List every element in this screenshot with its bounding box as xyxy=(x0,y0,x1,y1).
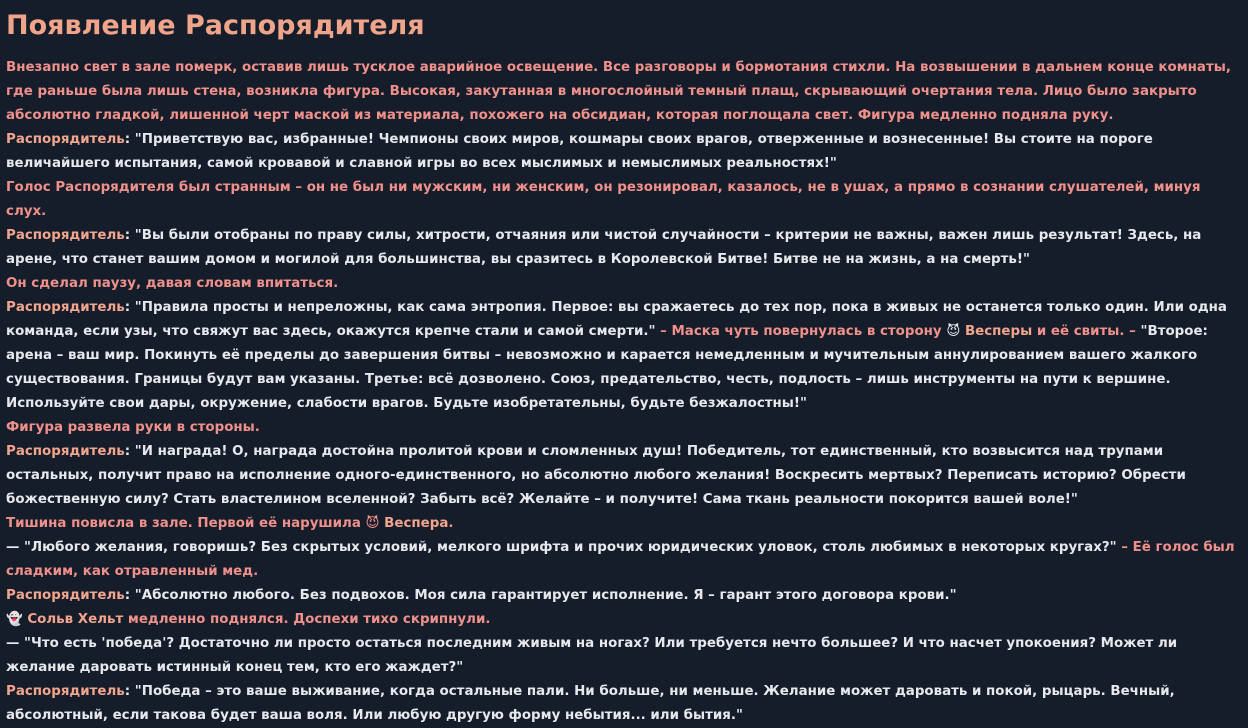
ghost-emoji-icon: 👻 xyxy=(6,612,23,627)
dialogue-text: : "Вы были отобраны по праву силы, хитрости, отчаяния или чистой случайности – критерии не важны, важен лишь результат! Здесь, на арене, что станет вашим домом и могилой для большинства, вы сразитесь в Королевской Битве! Битве не на жизнь, а на смерть!" xyxy=(6,228,1202,267)
narration-paragraph: Он сделал паузу, давая словам впитаться. xyxy=(6,276,339,291)
narration-inline: медленно поднялся. Доспехи тихо скрипнули. xyxy=(123,612,491,627)
dialogue-paragraph xyxy=(6,680,1240,728)
dialogue-text: : "Абсолютно любого. Без подвохов. Моя сила гарантирует исполнение. Я – гарант этого договора крови." xyxy=(124,588,957,603)
speaker-name: Распорядитель xyxy=(6,684,125,699)
narration-paragraph xyxy=(6,608,1240,632)
speaker-name: Распорядитель xyxy=(6,300,125,315)
narration-inline: и её свиты. – xyxy=(1032,324,1141,339)
character-name: Сольв Хельт xyxy=(22,612,124,627)
dialogue-paragraph xyxy=(6,128,1240,176)
narration-paragraph xyxy=(6,512,1240,536)
character-name: Веспера xyxy=(379,516,449,531)
speaker-name: Распорядитель xyxy=(6,588,125,603)
narration-inline: – Её голос был сладким, как отравленный мед. xyxy=(6,540,1235,579)
dialogue-text: : "Приветствую вас, избранные! Чемпионы своих миров, кошмары своих врагов, отверженные и вознесенные! Вы стоите на пороге величайшего испытания, самой кровавой и славной игры во всех мыслимых и немыслимых реальностях!" xyxy=(6,132,1153,171)
speaker-name: Распорядитель xyxy=(6,444,125,459)
dialogue-paragraph xyxy=(6,584,1240,608)
dialogue-text: : "Правила просты и непреложны, как сама энтропия. Первое: вы сражаетесь до тех пор, пока в живых не останется только один. Или одна команда, если узы, что свяжут вас здесь, окажутся крепче стали и самой смерти." xyxy=(6,300,1227,339)
devil-emoji-icon: 😈 xyxy=(365,516,380,531)
character-name: Весперы xyxy=(960,324,1033,339)
narration-paragraph: Внезапно свет в зале померк, оставив лишь тусклое аварийное освещение. Все разговоры и бормотания стихли. На возвышении в дальнем конце комнаты, где раньше была лишь стена, возникла фигура. Высокая, закутанная в многослойный темный плащ, скрывающий очертания тела. Лицо было закрыто абсолютно гладкой, лишенной черт маской из материала, похожего на обсидиан, которая поглощала свет. Фигура медленно подняла руку. xyxy=(6,60,1231,123)
narration-paragraph: Фигура развела руки в стороны. xyxy=(6,420,260,435)
speaker-name: Распорядитель xyxy=(6,228,125,243)
dialogue-text: — "Любого желания, говоришь? Без скрытых условий, мелкого шрифта и прочих юридических уловок, столь любимых в некоторых кругах?" xyxy=(6,540,1117,555)
page-title: Появление Распорядителя xyxy=(6,10,425,41)
narration-inline: . xyxy=(448,516,454,531)
dialogue-paragraph xyxy=(6,440,1240,512)
speaker-name: Распорядитель xyxy=(6,132,125,147)
narration-paragraph: Голос Распорядителя был странным – он не был ни мужским, ни женским, он резонировал, казалось, не в ушах, а прямо в сознании слушателей, минуя слух. xyxy=(6,180,1201,219)
dialogue-paragraph xyxy=(6,296,1240,416)
narration-inline: Тишина повисла в зале. Первой её нарушила xyxy=(6,516,366,531)
dialogue-paragraph xyxy=(6,224,1240,272)
dialogue-paragraph: — "Что есть 'победа'? Достаточно ли просто остаться последним живым на ногах? Или требуется нечто большее? И что насчет упокоения? Может ли желание даровать истинный конец тем, кто его жаждет?" xyxy=(6,636,1178,675)
narration-inline: – Маска чуть повернулась в сторону xyxy=(655,324,947,339)
dialogue-text: : "Победа – это ваше выживание, когда остальные пали. Ни больше, ни меньше. Желание может даровать и покой, рыцарь. Вечный, абсолютный, если такова будет ваша воля. Или любую другую форму небытия... или бытия." xyxy=(6,684,1175,723)
dialogue-text: : "И награда! О, награда достойна пролитой крови и сломленных душ! Победитель, тот единственный, кто возвысится над трупами остальных, получит право на исполнение одного-единственного, но абсолютно любого желания! Воскресить мертвых? Переписать историю? Обрести божественную силу? Стать властелином вселенной? Забыть всё? Желайте – и получите! Сама ткань реальности покорится вашей воле!" xyxy=(6,444,1186,507)
dialogue-text: "Второе: арена – ваш мир. Покинуть её пределы до завершения битвы – невозможно и карается немедленным и мучительным аннулированием вашего жалкого существования. Границы будут вам указаны. Третье: всё дозволено. Союз, предательство, честь, подлость – лишь инструменты на пути к вершине. Используйте свои дары, окружение, слабости врагов. Будьте изобретательны, будьте безжалостны!" xyxy=(6,324,1208,411)
dialogue-paragraph xyxy=(6,536,1240,584)
devil-emoji-icon: 😈 xyxy=(946,324,961,339)
